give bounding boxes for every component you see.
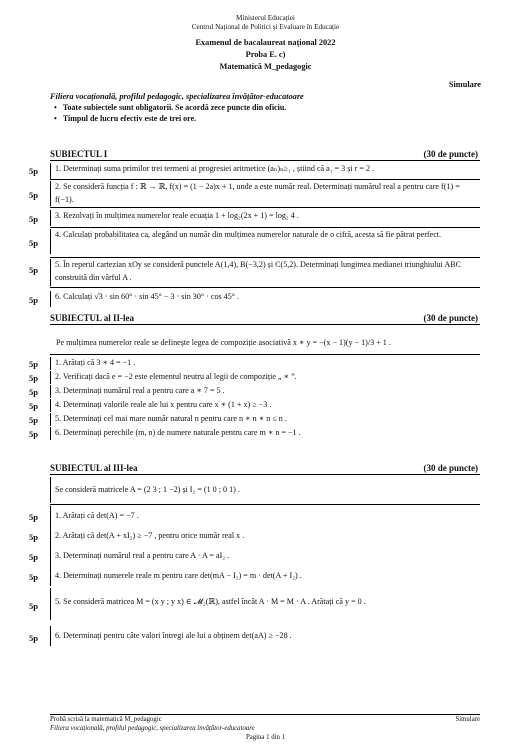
section-3-title: SUBIECTUL al III-lea <box>50 463 138 473</box>
section-3-header <box>50 463 480 475</box>
s3-item-2: 2. Arătați că det(A + xI₂) ≥ −7 , pentru orice număr real x . <box>50 526 480 546</box>
s2-item-4: 4. Determinați valorile reale ale lui x pentru care x ∗ (1 + x) ≥ −3 . <box>50 399 480 412</box>
section-2-points: (30 de puncte) <box>423 313 478 323</box>
item-points: 5p <box>29 295 39 305</box>
simulare-tag: Simulare <box>448 80 481 89</box>
footer-line-2: Filiera vocațională, profilul pedagogic, specializarea învățător-educatoare <box>50 725 255 732</box>
footer-simulare: Simulare <box>455 716 480 723</box>
section-1-title: SUBIECTUL I <box>50 149 108 159</box>
item-points: 5p <box>29 572 39 582</box>
item-points: 5p <box>29 359 39 369</box>
page-number: Pagina 1 din 1 <box>245 734 286 741</box>
item-points: 5p <box>29 415 39 425</box>
item-points: 5p <box>29 238 39 248</box>
s1-item-3: 3. Rezolvați în mulțimea numerelor reale ecuația 1 + log₂(2x + 1) = log₂ 4 . <box>50 210 480 226</box>
s2-item-1: 1. Arătați că 3 ∗ 4 = −1 . <box>50 357 480 370</box>
divider <box>50 504 480 505</box>
subject-title: Matematică M_pedagogic <box>219 62 312 71</box>
s2-item-6: 6. Determinați perechile (m, n) de numere naturale pentru care m ∗ n = −1 . <box>50 427 480 440</box>
s3-item-5: 5. Se consideră matricea M = (x y ; y x) ∈ 𝓜₂(ℝ), astfel încât A · M = M · A . Arătați că y = 0 . <box>50 588 480 620</box>
s2-intro: Pe mulțimea numerelor reale se definește legea de compoziție asociativă x ∗ y = −(x − 1)(y − 1)/3 + 1 . <box>56 338 391 347</box>
rule-1-text: Toate subiectele sunt obligatorii. Se acordă zece puncte din oficiu. <box>62 103 287 112</box>
footer-rule <box>50 714 480 715</box>
s1-item-2: 2. Se consideră funcția f : ℝ → ℝ, f(x) = (1 − 2a)x + 1, unde a este număr real. Determinați numărul real a pentru care f(1) = f(−1). <box>50 181 480 206</box>
section-2-title: SUBIECTUL al II-lea <box>50 313 135 323</box>
item-points: 5p <box>29 373 39 383</box>
divider <box>50 257 480 258</box>
s2-item-2: 2. Verificați dacă e = −2 este elementul neutru al legii de compoziție „ ∗ ”. <box>50 371 480 384</box>
s1-item-6: 6. Calculați √3 · sin 60° · sin 45° − 3 · sin 30° · cos 45° . <box>50 291 480 307</box>
s3-item-1: 1. Arătați că det(A) = −7 . <box>50 506 480 526</box>
section-3-points: (30 de puncte) <box>423 463 478 473</box>
footer-line-1: Probă scrisă la matematică M_pedagogic <box>50 716 162 723</box>
item-points: 5p <box>29 190 39 200</box>
section-2-header <box>50 313 480 325</box>
rule-2: • Timpul de lucru efectiv este de trei ore. <box>54 114 197 123</box>
s2-item-5: 5. Determinați cel mai mare număr natural n pentru care n ∗ n ∗ n ≤ n . <box>50 413 480 426</box>
filiera-line: Filiera vocațională, profilul pedagogic, specializarea învățător-educatoare <box>50 92 304 101</box>
item-points: 5p <box>29 166 39 176</box>
rule-2-text: Timpul de lucru efectiv este de trei ore. <box>62 114 197 123</box>
item-points: 5p <box>29 532 39 542</box>
s3-item-4: 4. Determinați numerele reale m pentru care det(mA − I₂) = m · det(A + I₂) . <box>50 566 480 586</box>
item-points: 5p <box>29 214 39 224</box>
item-points: 5p <box>29 387 39 397</box>
section-1-points: (30 de puncte) <box>423 149 478 159</box>
item-points: 5p <box>29 552 39 562</box>
divider <box>50 227 480 228</box>
item-points: 5p <box>29 633 39 643</box>
divider <box>50 287 480 288</box>
divider <box>50 354 480 355</box>
exam-title: Examenul de bacalaureat național 2022 <box>195 38 336 47</box>
ministry-line: Ministerul Educației <box>236 14 295 22</box>
divider <box>50 207 480 208</box>
center-line: Centrul Național de Politici și Evaluare în Educație <box>191 23 340 31</box>
item-points: 5p <box>29 429 39 439</box>
divider <box>50 179 480 180</box>
item-points: 5p <box>29 265 39 275</box>
section-1-header <box>50 149 480 161</box>
s3-item-3: 3. Determinați numărul real a pentru care A · A = aI₂ . <box>50 546 480 566</box>
item-points: 5p <box>29 512 39 522</box>
s1-item-5: 5. În reperul cartezian xOy se consideră punctele A(1,4), B(−3,2) și C(5,2). Determinați lungimea medianei triunghiului ABC construită din vârful A . <box>50 259 480 286</box>
rule-1: • Toate subiectele sunt obligatorii. Se acordă zece puncte din oficiu. <box>54 103 287 112</box>
s2-item-3: 3. Determinați numărul real a pentru care a ∗ 7 = 5 . <box>50 385 480 398</box>
s3-intro: Se consideră matricele A = (2 3 ; 1 −2) și I₂ = (1 0 ; 0 1) . <box>50 477 480 503</box>
s3-item-6: 6. Determinați pentru câte valori întregi ale lui a obținem det(aA) ≥ −28 . <box>50 626 480 646</box>
s1-item-1: 1. Determinați suma primilor trei termeni ai progresiei aritmetice (aₙ)ₙ≥₁ , știind că a₁ = 3 și r = 2 . <box>50 163 480 179</box>
proba-title: Proba E. c) <box>245 50 286 59</box>
item-points: 5p <box>29 401 39 411</box>
item-points: 5p <box>29 601 39 611</box>
s1-item-4: 4. Calculați probabilitatea ca, alegând un număr din mulțimea numerelor naturale de o cifră, acesta să fie pătrat perfect. <box>50 229 480 254</box>
